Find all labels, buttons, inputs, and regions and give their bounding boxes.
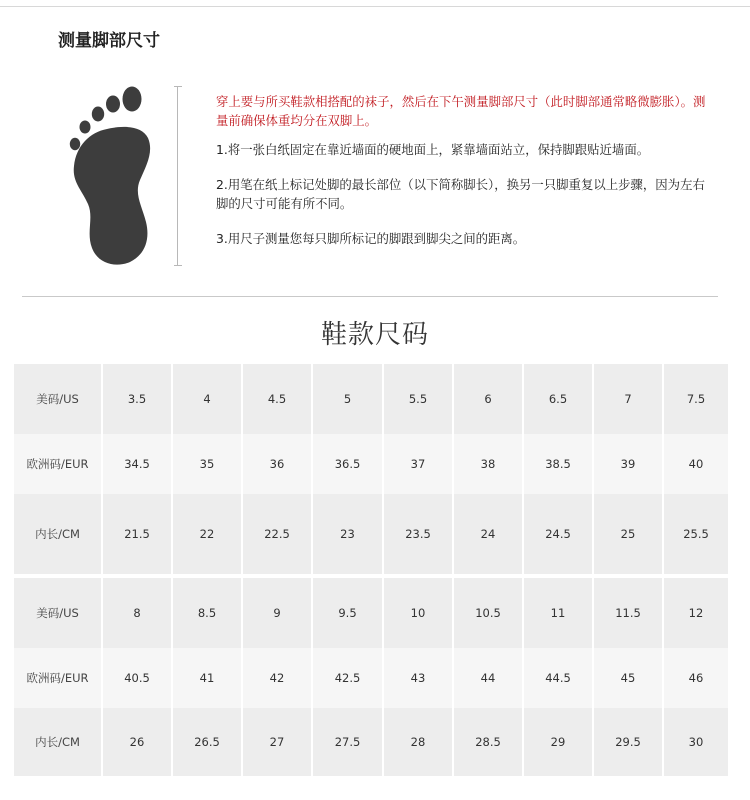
size-cell: 27.5	[312, 708, 383, 776]
size-cell: 24	[453, 494, 523, 574]
size-cell: 42.5	[312, 648, 383, 708]
size-table-1	[14, 364, 730, 574]
size-cell: 41	[172, 648, 242, 708]
row-label: 美码/US	[14, 578, 102, 648]
size-cell: 4	[172, 364, 242, 434]
size-cell: 30	[663, 708, 729, 776]
size-cell: 7	[593, 364, 663, 434]
size-cell: 6.5	[523, 364, 593, 434]
size-cell: 3.5	[102, 364, 172, 434]
size-row-eur	[14, 434, 729, 494]
size-cell: 40.5	[102, 648, 172, 708]
size-cell: 40	[663, 434, 729, 494]
size-cell: 22.5	[242, 494, 312, 574]
size-cell: 22	[172, 494, 242, 574]
size-cell: 26	[102, 708, 172, 776]
size-cell: 10	[383, 578, 453, 648]
size-cell: 46	[663, 648, 729, 708]
size-cell: 36.5	[312, 434, 383, 494]
size-cell: 24.5	[523, 494, 593, 574]
size-cell: 5	[312, 364, 383, 434]
row-label: 内长/CM	[14, 494, 102, 574]
size-cell: 5.5	[383, 364, 453, 434]
size-cell: 6	[453, 364, 523, 434]
instructions	[216, 92, 716, 264]
size-cell: 28.5	[453, 708, 523, 776]
size-cell: 11	[523, 578, 593, 648]
instruction-step-2: 2.用笔在纸上标记处脚的最长部位（以下简称脚长），换另一只脚重复以上步骤，因为左右脚的尺寸可能有所不同。	[216, 177, 705, 211]
size-cell: 29	[523, 708, 593, 776]
size-chart-title: 鞋款尺码	[320, 320, 429, 350]
size-cell: 9	[242, 578, 312, 648]
size-cell: 29.5	[593, 708, 663, 776]
size-row-eur	[14, 648, 729, 708]
size-cell: 4.5	[242, 364, 312, 434]
size-cell: 11.5	[593, 578, 663, 648]
size-cell: 8.5	[172, 578, 242, 648]
size-cell: 25	[593, 494, 663, 574]
size-cell: 44.5	[523, 648, 593, 708]
size-cell: 10.5	[453, 578, 523, 648]
row-label: 欧洲码/EUR	[14, 434, 102, 494]
size-cell: 37	[383, 434, 453, 494]
size-cell: 25.5	[663, 494, 729, 574]
instruction-step-1: 1.将一张白纸固定在靠近墙面的硬地面上，紧靠墙面站立，保持脚跟贴近墙面。	[216, 142, 650, 157]
divider	[22, 296, 718, 297]
size-cell: 36	[242, 434, 312, 494]
row-label: 美码/US	[14, 364, 102, 434]
size-cell: 43	[383, 648, 453, 708]
top-rule	[0, 6, 750, 7]
size-cell: 39	[593, 434, 663, 494]
size-cell: 28	[383, 708, 453, 776]
measuring-ruler-icon	[174, 86, 182, 266]
size-cell: 38	[453, 434, 523, 494]
size-cell: 44	[453, 648, 523, 708]
size-cell: 27	[242, 708, 312, 776]
size-cell: 7.5	[663, 364, 729, 434]
size-row-cm	[14, 708, 729, 776]
section-title: 测量脚部尺寸	[58, 31, 160, 51]
size-cell: 23	[312, 494, 383, 574]
size-cell: 34.5	[102, 434, 172, 494]
size-cell: 12	[663, 578, 729, 648]
size-table-2	[14, 578, 730, 776]
size-row-us	[14, 578, 729, 648]
size-cell: 35	[172, 434, 242, 494]
warning-text: 穿上要与所买鞋款相搭配的袜子，然后在下午测量脚部尺寸（此时脚部通常略微膨胀）。测量前确保体重均分在双脚上。	[216, 94, 706, 128]
size-row-cm	[14, 494, 729, 574]
footprint-icon	[60, 82, 164, 268]
row-label: 内长/CM	[14, 708, 102, 776]
size-cell: 23.5	[383, 494, 453, 574]
size-cell: 9.5	[312, 578, 383, 648]
instruction-step-3: 3.用尺子测量您每只脚所标记的脚跟到脚尖之间的距离。	[216, 231, 526, 246]
size-cell: 38.5	[523, 434, 593, 494]
size-row-us	[14, 364, 729, 434]
size-cell: 8	[102, 578, 172, 648]
size-cell: 26.5	[172, 708, 242, 776]
size-cell: 21.5	[102, 494, 172, 574]
size-cell: 45	[593, 648, 663, 708]
row-label: 欧洲码/EUR	[14, 648, 102, 708]
size-cell: 42	[242, 648, 312, 708]
